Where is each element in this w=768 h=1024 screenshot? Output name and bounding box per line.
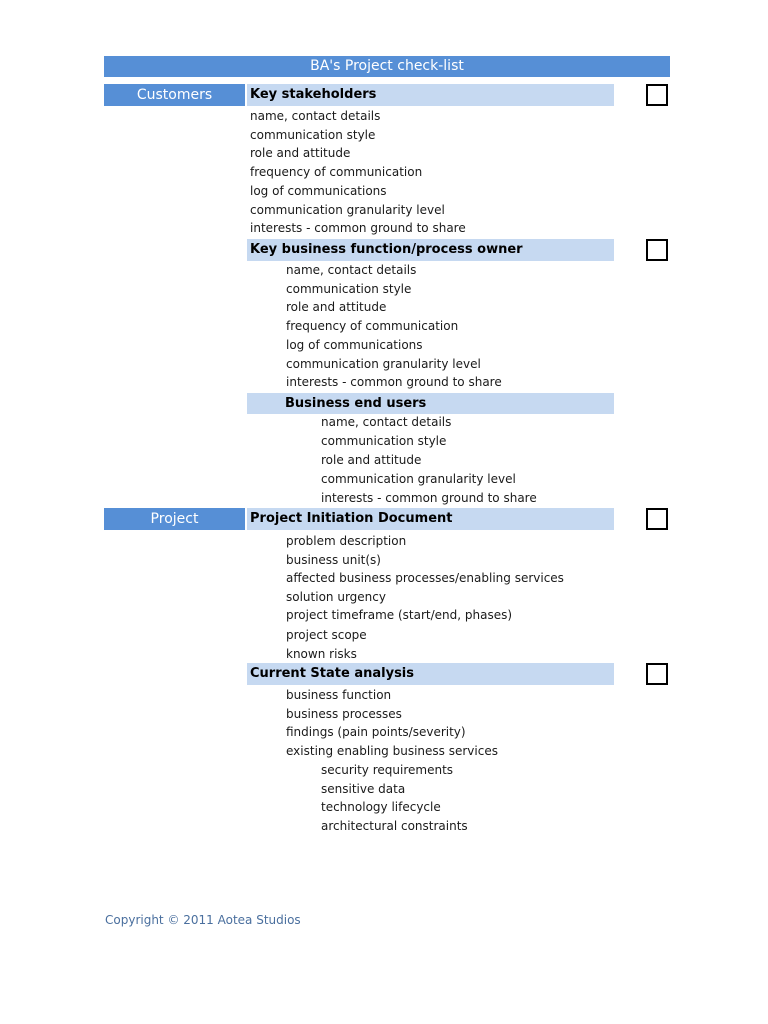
list-item: communication granularity level	[321, 472, 516, 486]
checklist-title: BA's Project check-list	[104, 56, 670, 77]
list-item: name, contact details	[250, 109, 381, 123]
list-item: project timeframe (start/end, phases)	[286, 608, 513, 622]
list-item: communication granularity level	[250, 203, 445, 217]
list-item: interests - common ground to share	[321, 491, 537, 505]
list-sub-item: sensitive data	[321, 782, 406, 796]
list-item: solution urgency	[286, 590, 386, 604]
list-item: role and attitude	[286, 300, 387, 314]
list-item: communication style	[321, 434, 447, 448]
list-item: business unit(s)	[286, 553, 381, 567]
list-item: log of communications	[286, 338, 423, 352]
list-item: interests - common ground to share	[286, 375, 502, 389]
list-sub-item: technology lifecycle	[321, 800, 441, 814]
list-item: frequency of communication	[286, 319, 459, 333]
copyright-footer: Copyright © 2011 Aotea Studios	[105, 913, 301, 927]
list-item: communication style	[250, 128, 376, 142]
category-project: Project	[104, 508, 245, 530]
section-header-end-users: Business end users	[247, 393, 614, 414]
list-item: log of communications	[250, 184, 387, 198]
category-customers: Customers	[104, 84, 245, 106]
list-sub-item: security requirements	[321, 763, 454, 777]
checkbox-project-initiation-document[interactable]	[646, 508, 668, 530]
list-item: existing enabling business services	[286, 744, 498, 758]
section-header-project-initiation-document: Project Initiation Document	[247, 508, 614, 530]
checkbox-current-state-analysis[interactable]	[646, 663, 668, 685]
list-item: project scope	[286, 628, 367, 642]
section-header-process-owner: Key business function/process owner	[247, 239, 614, 261]
list-item: known risks	[286, 647, 357, 661]
list-item: interests - common ground to share	[250, 221, 466, 235]
section-header-current-state-analysis: Current State analysis	[247, 663, 614, 685]
list-item: findings (pain points/severity)	[286, 725, 466, 739]
list-item: affected business processes/enabling services	[286, 571, 564, 585]
checkbox-key-stakeholders[interactable]	[646, 84, 668, 106]
list-item: role and attitude	[321, 453, 422, 467]
list-item: name, contact details	[321, 415, 452, 429]
list-item: role and attitude	[250, 146, 351, 160]
section-header-key-stakeholders: Key stakeholders	[247, 84, 614, 106]
list-item: business function	[286, 688, 392, 702]
list-item: communication style	[286, 282, 412, 296]
list-item: frequency of communication	[250, 165, 423, 179]
list-item: name, contact details	[286, 263, 417, 277]
list-item: communication granularity level	[286, 357, 481, 371]
list-item: business processes	[286, 707, 402, 721]
list-item: problem description	[286, 534, 407, 548]
list-sub-item: architectural constraints	[321, 819, 468, 833]
checkbox-process-owner[interactable]	[646, 239, 668, 261]
